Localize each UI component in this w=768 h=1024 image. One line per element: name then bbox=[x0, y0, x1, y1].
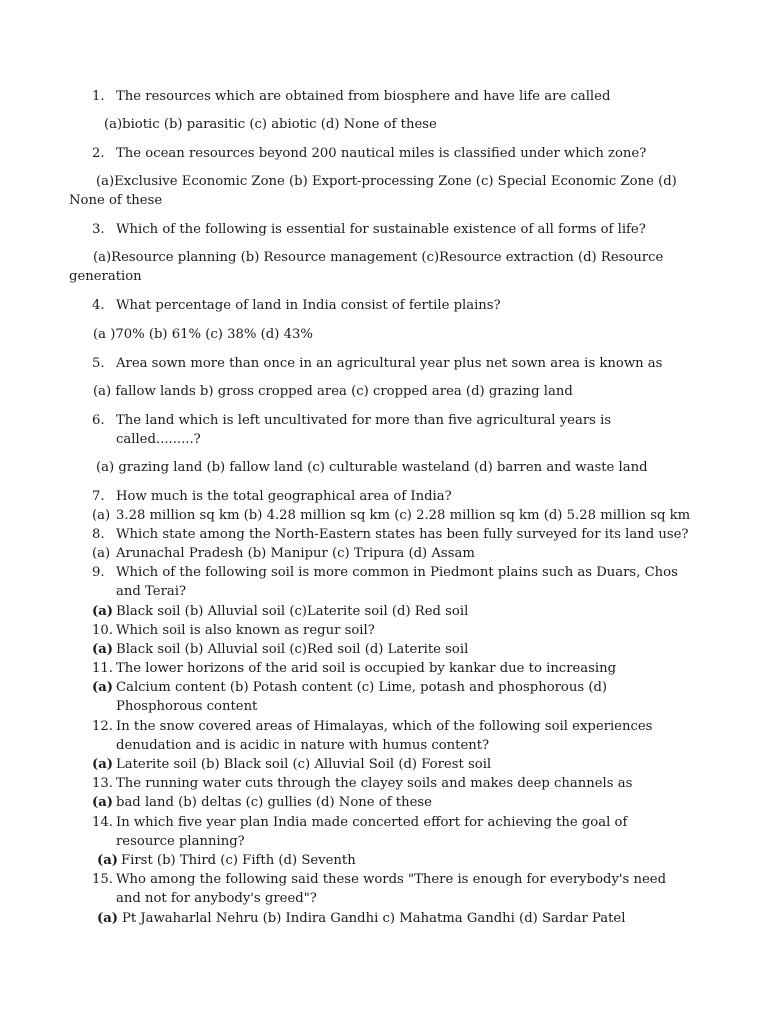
option-label: (a) bbox=[92, 642, 114, 657]
question-options: Pt Jawaharlal Nehru (b) Indira Gandhi c) Mahatma Gandhi (d) Sardar Patel bbox=[122, 911, 626, 926]
question-text: The running water cuts through the clayey soils and makes deep channels as bbox=[116, 776, 633, 791]
question-options-continued: generation bbox=[69, 269, 142, 284]
question-number: 10. bbox=[92, 623, 113, 638]
question-options: (a)Resource planning (b) Resource management (c)Resource extraction (d) Resource bbox=[93, 250, 664, 265]
question-number: 15. bbox=[92, 872, 113, 887]
question-number: 9. bbox=[92, 565, 105, 580]
question-number: 1. bbox=[92, 89, 105, 104]
question-options: (a) fallow lands b) gross cropped area (c) cropped area (d) grazing land bbox=[93, 384, 573, 399]
question-number: 7. bbox=[92, 489, 105, 504]
question-number: 8. bbox=[92, 527, 105, 542]
question-text: In which five year plan India made concerted effort for achieving the goal of bbox=[116, 815, 628, 830]
question-options: Calcium content (b) Potash content (c) Lime, potash and phosphorous (d) bbox=[116, 680, 608, 695]
question-options-continued: None of these bbox=[69, 193, 163, 208]
question-options: Laterite soil (b) Black soil (c) Alluvial Soil (d) Forest soil bbox=[116, 757, 492, 772]
option-label: (a) bbox=[92, 604, 114, 619]
question-options: Arunachal Pradesh (b) Manipur (c) Tripura (d) Assam bbox=[116, 546, 475, 561]
question-options: (a)biotic (b) parasitic (c) abiotic (d) None of these bbox=[104, 117, 437, 132]
question-text-continued: and Terai? bbox=[116, 584, 187, 599]
question-number: 12. bbox=[92, 719, 113, 734]
question-text-continued: and not for anybody's greed"? bbox=[116, 891, 317, 906]
question-text-continued: resource planning? bbox=[116, 834, 245, 849]
option-label: (a) bbox=[97, 853, 119, 868]
question-options: Black soil (b) Alluvial soil (c)Laterite soil (d) Red soil bbox=[116, 604, 469, 619]
question-options-continued: Phosphorous content bbox=[116, 699, 258, 714]
question-text: The resources which are obtained from biosphere and have life are called bbox=[116, 89, 611, 104]
question-text-continued: called.........? bbox=[116, 432, 201, 447]
question-options: First (b) Third (c) Fifth (d) Seventh bbox=[121, 853, 356, 868]
question-options: (a)Exclusive Economic Zone (b) Export-processing Zone (c) Special Economic Zone (d) bbox=[96, 174, 677, 189]
question-options: (a) grazing land (b) fallow land (c) culturable wasteland (d) barren and waste land bbox=[96, 460, 648, 475]
option-label: (a) bbox=[97, 911, 119, 926]
question-text: Which soil is also known as regur soil? bbox=[116, 623, 375, 638]
question-text: The lower horizons of the arid soil is occupied by kankar due to increasing bbox=[116, 661, 617, 676]
question-number: 5. bbox=[92, 356, 105, 371]
question-text: The land which is left uncultivated for more than five agricultural years is bbox=[116, 413, 612, 428]
option-label: (a) bbox=[92, 757, 114, 772]
question-text: Area sown more than once in an agricultural year plus net sown area is known as bbox=[116, 356, 663, 371]
question-text: Which of the following is essential for sustainable existence of all forms of life? bbox=[116, 222, 646, 237]
question-options: bad land (b) deltas (c) gullies (d) None of these bbox=[116, 795, 432, 810]
option-label: (a) bbox=[92, 795, 114, 810]
question-options: 3.28 million sq km (b) 4.28 million sq km (c) 2.28 million sq km (d) 5.28 million sq km bbox=[116, 508, 691, 523]
question-number: 4. bbox=[92, 298, 105, 313]
question-number: 2. bbox=[92, 146, 105, 161]
question-text: Which of the following soil is more common in Piedmont plains such as Duars, Chos bbox=[116, 565, 678, 580]
option-label: (a) bbox=[92, 546, 111, 561]
question-text-continued: denudation and is acidic in nature with humus content? bbox=[116, 738, 490, 753]
question-text: Which state among the North-Eastern states has been fully surveyed for its land use? bbox=[116, 527, 689, 542]
question-text: The ocean resources beyond 200 nautical miles is classified under which zone? bbox=[116, 146, 647, 161]
question-number: 13. bbox=[92, 776, 113, 791]
question-number: 3. bbox=[92, 222, 105, 237]
question-text: In the snow covered areas of Himalayas, which of the following soil experiences bbox=[116, 719, 653, 734]
question-options: Black soil (b) Alluvial soil (c)Red soil (d) Laterite soil bbox=[116, 642, 469, 657]
option-label: (a) bbox=[92, 508, 111, 523]
question-number: 6. bbox=[92, 413, 105, 428]
question-options: (a )70% (b) 61% (c) 38% (d) 43% bbox=[93, 327, 313, 342]
question-number: 14. bbox=[92, 815, 113, 830]
question-text: How much is the total geographical area of India? bbox=[116, 489, 452, 504]
question-text: Who among the following said these words "There is enough for everybody's need bbox=[116, 872, 667, 887]
question-number: 11. bbox=[92, 661, 113, 676]
option-label: (a) bbox=[92, 680, 114, 695]
question-text: What percentage of land in India consist of fertile plains? bbox=[116, 298, 501, 313]
